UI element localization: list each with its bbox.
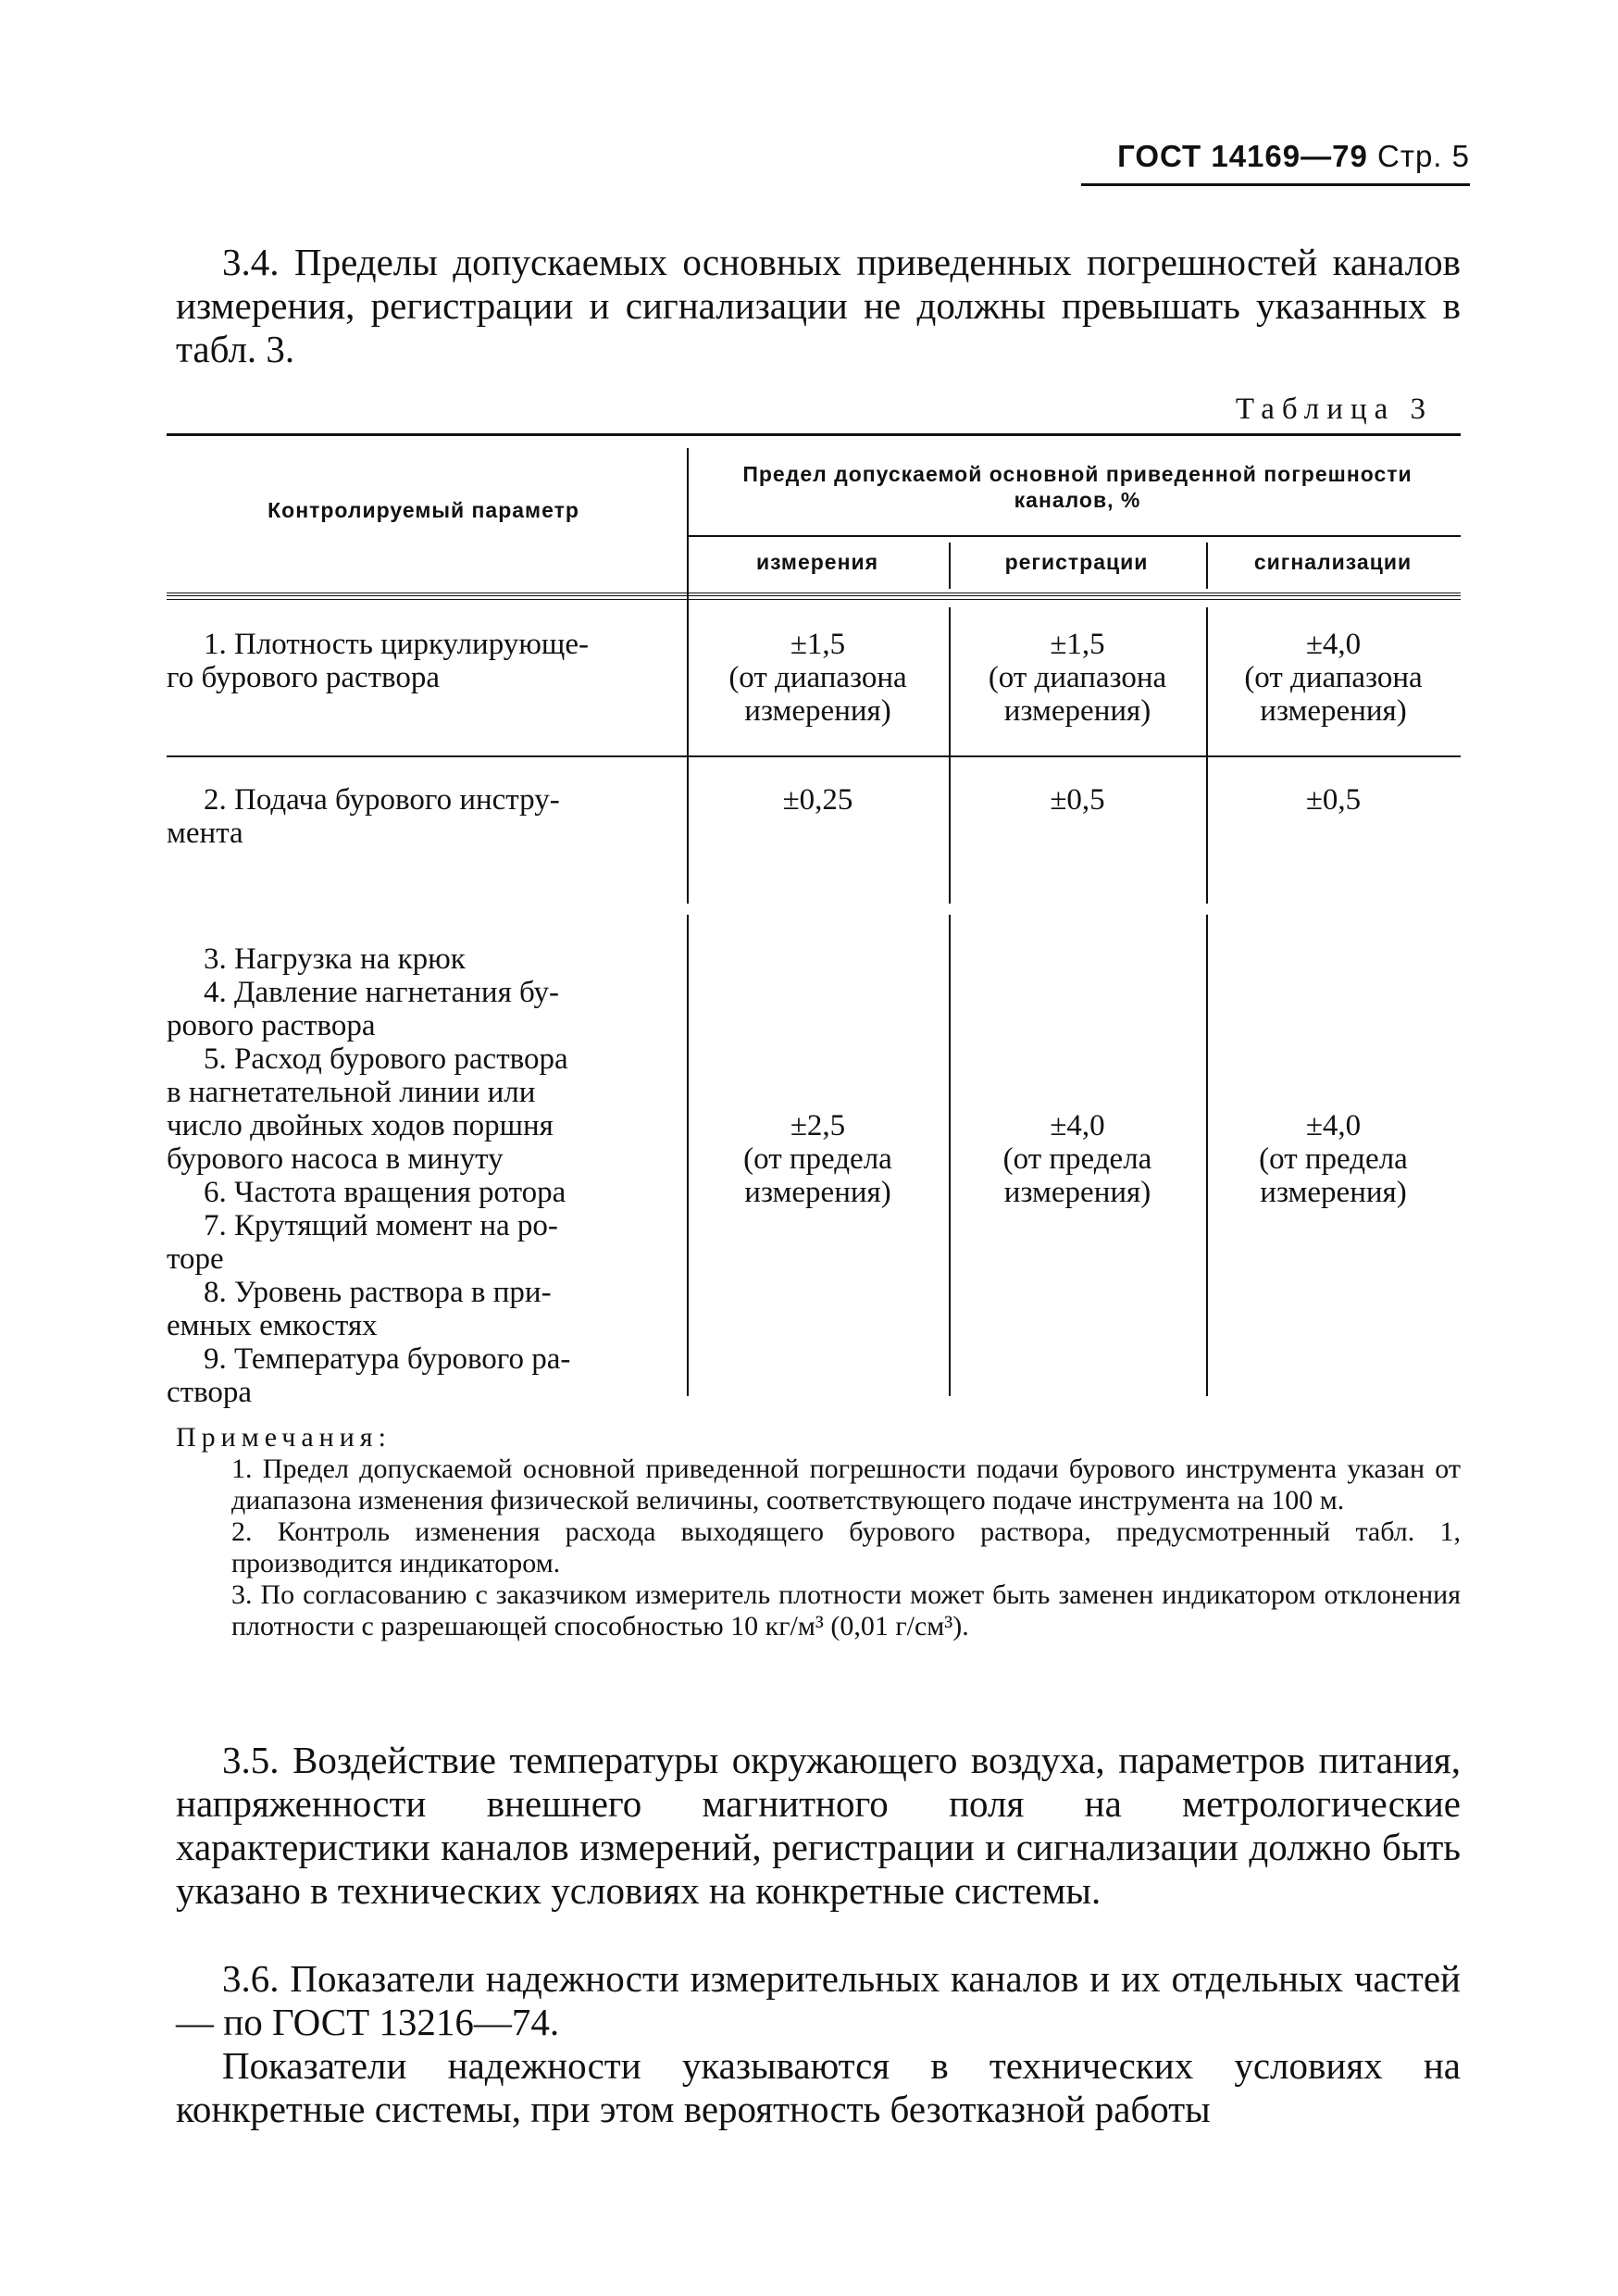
page-number: Стр. 5 [1377,139,1470,173]
row-3-param: 3. Нагрузка на крюк 4. Давление нагнетания бу- рового раствора 5. Расход бурового раствора в нагнетательной линии или число двойных ходов поршня бурового насоса в минуту 6. Частота вращения ротора 7. Крутящий момент на ро- торе 8. Уровень раствора в при- емных емкостях 9. Температура бурового ра- створа [167,942,571,1409]
header-group: Предел допускаемой основной приведенной погрешности каналов, % [742,462,1413,512]
row-3-register: ±4,0 (от предела измерения) [1002,1109,1152,1209]
standard-number: ГОСТ 14169—79 [1117,139,1368,173]
paragraph-reliability: Показатели надежности указываются в технических условиях на конкретные системы, при этом вероятность безотказной работы [176,2044,1461,2130]
paragraph-3-5: 3.5. Воздействие температуры окружающего воздуха, параметров питания, напряженности внешнего магнитного поля на метрологические характеристики каналов измерений, регистрации и сигнализации должно быть указано в технических условиях на конкретные системы. [176,1739,1461,1912]
header-rule [1081,183,1470,186]
row-1-register: ±1,5 (от диапазона измерения) [988,628,1167,728]
header-register: регистрации [1004,550,1149,574]
note-2: 2. Контроль изменения расхода выходящего бурового раствора, предусмотренный табл. 1, производится индикатором. [231,1516,1461,1578]
header-signal: сигнализации [1253,550,1413,574]
row-1-measure: ±1,5 (от диапазона измерения) [728,628,907,728]
table-notes [176,1422,1461,1642]
row-1-param: 1. Плотность циркулирующе- го бурового раствора [167,628,589,694]
row-2-measure: ±0,25 [782,783,853,817]
notes-title: Примечания: [176,1422,392,1453]
row-3-measure: ±2,5 (от предела измерения) [743,1109,892,1209]
note-3: 3. По согласованию с заказчиком измеритель плотности может быть заменен индикатором отклонения плотности с разрешающей способностью 10 кг/м³ (0,01 г/см³). [231,1579,1461,1641]
row-2-register: ±0,5 [1050,783,1105,817]
table-header-rule [167,593,1461,600]
row-3-signal: ±4,0 (от предела измерения) [1259,1109,1408,1209]
paragraph-3-4: 3.4. Пределы допускаемых основных приведенных погрешностей каналов измерения, регистрации и сигнализации не должны превышать указанных в табл. 3. [176,241,1461,370]
row-1-signal: ±4,0 (от диапазона измерения) [1244,628,1423,728]
header-param: Контролируемый параметр [268,498,579,522]
page-header [1117,139,1470,174]
header-measure: измерения [755,550,879,574]
table-caption: Таблица 3 [1235,393,1433,426]
row-2-param: 2. Подача бурового инстру- мента [167,783,560,850]
table-top-rule [167,433,1461,436]
paragraph-3-6: 3.6. Показатели надежности измерительных каналов и их отдельных частей — по ГОСТ 13216—74. [176,1957,1461,2043]
row-2-signal: ±0,5 [1305,783,1362,817]
note-1: 1. Предел допускаемой основной приведенной погрешности подачи бурового инструмента указан от диапазона изменения физической величины, соответствующего подаче инструмента на 100 м. [231,1454,1461,1516]
